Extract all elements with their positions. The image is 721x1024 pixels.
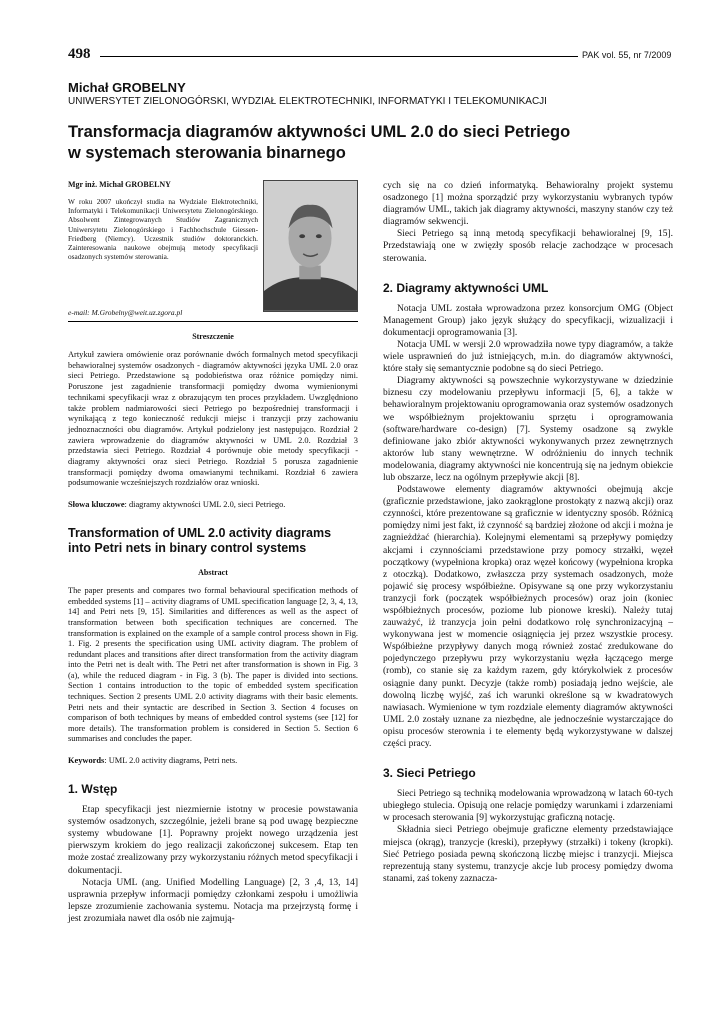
section-1-heading: 1. Wstęp <box>68 782 118 797</box>
section-3-heading: 3. Sieci Petriego <box>383 766 476 781</box>
intro-continuation-paragraph-1: cych się na co dzień informatyką. Behawioralny projekt systemu osadzonego [1] można sporządzić przy wykorzystaniu wybranych typów diagramów UML, takich jak diagramy aktywności, maszyny stanów czy też diagramów sekwencji. <box>383 181 673 228</box>
paper-title-line-2: w systemach sterowania binarnego <box>68 144 346 162</box>
keywords-en-label: Keywords <box>68 756 105 766</box>
section-3-paragraph-2: Składnia sieci Petriego obejmuje graficzne elementy przedstawiające miejsca (okrąg), tranzycje (kreski), przepływy (strzałki) i tokeny (kropki). Sieć Petriego posiada pewną skończoną liczbę miejsc i tranzycji. Miejsca reprezentują stany systemu, tranzycje akcje lub procesy pomiędzy dwoma stanami, zaś tokeny zaznacza- <box>383 825 673 884</box>
bio-name: Mgr inż. Michał GROBELNY <box>68 180 171 189</box>
left-column <box>68 180 358 925</box>
section-2-body <box>383 303 673 750</box>
paper-title <box>68 122 668 164</box>
english-title-line-1: Transformation of UML 2.0 activity diagrams <box>68 526 332 541</box>
english-title-line-2: into Petri nets in binary control systems <box>68 541 307 556</box>
keywords-pl-value: : diagramy aktywności UML 2.0, sieci Petriego. <box>124 500 286 510</box>
section-1-body <box>68 804 358 925</box>
author-bio-box <box>68 180 358 322</box>
section-2-paragraph-1: Notacja UML została wprowadzona przez konsorcjum OMG (Object Management Group) jako język służący do specyfikacji, wizualizacji i dokumentacji oprogramowania [3]. <box>383 303 673 338</box>
author-photo <box>263 180 358 312</box>
header-rule <box>100 56 578 57</box>
bio-text: W roku 2007 ukończył studia na Wydziale Elektrotechniki, Informatyki i Telekomunikacji Uniwersytetu Zielonogórskiego. Absolwent Zintegrowanych Studiów Zagranicznych Uniwersytetu Zielonogórskiego i Fachhochschule Giessen-Friedberg (Niemcy). Uczestnik studiów doktoranckich. Zainteresowania naukowe obejmują metody specyfikacji osadzonych systemów sterowania. <box>68 197 258 262</box>
abstract-pl-heading: Streszczenie <box>192 332 234 341</box>
section-2-paragraph-3: Diagramy aktywności są powszechnie wykorzystywane w dziedzinie biznesu czy modelowaniu przepływu informacji [5, 6], a także w behawioralnym projektowaniu oprogramowania oraz systemów osadzonych we współbieżnym projektowaniu sprzętu i oprogramowania (software/hardware co-design) [7]. Systemy osadzone są zwykle definiowane jako zbiór aktywności wykonywanych przez zewnętrznych aktorów lub stany wewnętrzne. W odróżnieniu do innych technik modelowania, diagramy aktywności nie koncentrują się na jednym obiekcie lub obszarze, lecz na ogólnym przepływie akcji [8]. <box>383 376 673 483</box>
intro-continuation-paragraph-2: Sieci Petriego są inną metodą specyfikacji behawioralnej [9, 15]. Przedstawiają one w zwięzły sposób relacje zachodzące w procesach sterowania. <box>383 229 673 264</box>
author-affiliation: UNIWERSYTET ZIELONOGÓRSKI, WYDZIAŁ ELEKTROTECHNIKI, INFORMATYKI I TELEKOMUNIKACJI <box>68 96 547 107</box>
keywords-en-value: : UML 2.0 activity diagrams, Petri nets. <box>104 756 238 766</box>
author-email: e-mail: M.Grobelny@weit.uz.zgora.pl <box>68 308 183 317</box>
journal-reference: PAK vol. 55, nr 7/2009 <box>582 50 672 60</box>
abstract-pl-text: Artykuł zawiera omówienie oraz porównanie dwóch formalnych metod specyfikacji behawioralnej systemów osadzonych - diagramów aktywności języka UML 2.0 oraz sieci Petriego. Przedstawione są podobieństwa oraz różnice pomiędzy nimi. Poruszone jest zagadnienie transformacji pomiędzy dwoma wymienionymi technikami specyfikacji wraz z obrazującym ten proces przykładem. Uwzględniono także problem nadmiarowości sieci Petriego po bezpośredniej transformacji i wynikającą z tego konieczność redukcji miejsc i tranzycji przy zachowaniu jednoznaczności obu diagramów. Artykuł podzielony jest następująco. Rozdział 2 zawiera wprowadzenie do diagramów aktywności w UML 2.0. Rozdział 3 przedstawia sieci Petriego. Rozdział 4 porównuje obie metody specyfikacji - diagramy aktywności oraz sieci Petriego. Rozdział 5 porusza zagadnienie transformacji pomiędzy dwoma omawianymi technikami. Rozdział 6 zawiera podsumowanie wcześniejszych rozdziałów oraz wnioski. <box>68 350 358 488</box>
section-1-paragraph-1: Etap specyfikacji jest niezmiernie istotny w procesie powstawania systemów osadzonych, szczególnie, jeżeli brane są pod uwagę bezpieczne systemy wbudowane [1]. Poprawny projekt nowego urządzenia jest pierwszym krokiem do jego realizacji zakończonej sukcesem. Etap ten może zostać zrealizowany przy wykorzystaniu różnych metod specyfikacji i dokumentacji. <box>68 805 358 876</box>
section-3-body <box>383 788 673 885</box>
keywords-en <box>68 755 358 766</box>
english-title <box>68 526 358 556</box>
abstract-en-heading: Abstract <box>198 568 228 578</box>
section-2-paragraph-4: Podstawowe elementy diagramów aktywności obejmują akcje (graficznie przedstawione, jako zaokrąglone prostokąty z nazwą akcji) oraz czynności, które prezentowane są graficznie w identyczny sposób. Różnicą pomiędzy nimi jest fakt, iż czynność są bardziej złożone od akcji i można je zagnieżdżać (hierarchia). Kolejnymi elementami są przepływy pomiędzy akcjami i czynnościami przedstawione przy pomocy strzałki, węzeł początkowy (wypełniona kropka) oraz węzeł końcowy (wypełniona kropka z otoczką). Dodatkowo, zwłaszcza przy systemach osadzonych, może pojawić się procesy współbieżne. Opisywane są one przy wykorzystaniu tranzycji fork (początek współbieżnych procesów) oraz join (koniec współbieżnych procesów, poziome lub pionowe kreski). Należy tutaj zauważyć, iż tranzycja join pełni dodatkowo rolę synchronizacyjną – wykonywana jest w momencie osiągnięcia jej przez wszystkie procesy. Współbieżne przypływy danych mogą również zostać zredukowane do pojedynczego przepływu przy wykorzystaniu węzła łączącego merge (romb), co stanie się za każdym razem, gdy którykolwiek z procesów osiągnie dany punkt. Decyzje (także romb) posiadają jedno wejście, ale dowolną liczbę wyjść, zaś ich warunki określone są w kwadratowych nawiasach. Wymienione w tym rozdziale elementy diagramów aktywności UML 2.0 zostały uznane za niezbędne, ale jednocześnie wystarczające do opisu procesów sterownia i te elementy będą wykorzystywane w dalszej części pracy. <box>383 485 673 750</box>
keywords-pl-label: Słowa kluczowe <box>68 500 125 510</box>
author-portrait-image <box>264 181 357 311</box>
section-1-paragraph-2: Notacja UML (ang. Unified Modelling Language) [2, 3 ,4, 13, 14] usprawnia przepływ informacji pomiędzy członkami zespołu i umożliwia lepsze zrozumienie zachowania systemu. Notacja ma przejrzystą formę i jest zrozumiała nawet dla osób nie zajmują- <box>68 877 358 924</box>
keywords-pl <box>68 499 358 510</box>
intro-continuation <box>383 180 673 265</box>
page-number: 498 <box>68 46 91 62</box>
author-name: Michał GROBELNY <box>68 80 186 95</box>
section-2-paragraph-2: Notacja UML w wersji 2.0 wprowadziła nowe typy diagramów, a także wiele usprawnień do już istniejących, m.in. do diagramów aktywności, które stały się semantycznie podobne są do sieci Petriego. <box>383 339 673 375</box>
section-3-paragraph-1: Sieci Petriego są techniką modelowania wprowadzoną w latach 60-tych ubiegłego stulecia. Opisują one relacje pomiędzy warunkami i zdarzeniami w procesach sterowania [9] wykorzystując graficzną notację. <box>383 789 673 824</box>
abstract-en-text: The paper presents and compares two formal behavioural specification methods of embedded systems [1] – activity diagrams of UML specification language [2, 3, 4, 13, 14] and Petri nets [9, 15]. Similarities and differences as well as the aspect of transformation between both specification techniques are concerned. The transformation is explained on the example of a sample control process shown in Fig. 1. Fig. 2 presents the specification using UML activity diagram. The problem of redundant places and transitions after direct transformation from the activity diagram into the Petri net is dealt with. The Petri net after transformation is shown in Fig. 3 (a), while the reduced diagram - in Fig. 3 (b). The paper is divided into sections. Section 1 contains introduction to the topic of embedded system specification techniques. Section 2 presents UML 2.0 activity diagrams with their basic elements. Petri nets and their syntactic are described in Section 3. Section 4 focuses on comparison of both techniques by means of embedded control systems (see [12] for more details). The transformation problem is considered in Section 5. Section 6 summarises and concludes the paper. <box>68 586 358 744</box>
section-2-heading: 2. Diagramy aktywności UML <box>383 280 549 295</box>
paper-title-line-1: Transformacja diagramów aktywności UML 2.0 do sieci Petriego <box>68 123 571 141</box>
right-column <box>383 180 673 885</box>
